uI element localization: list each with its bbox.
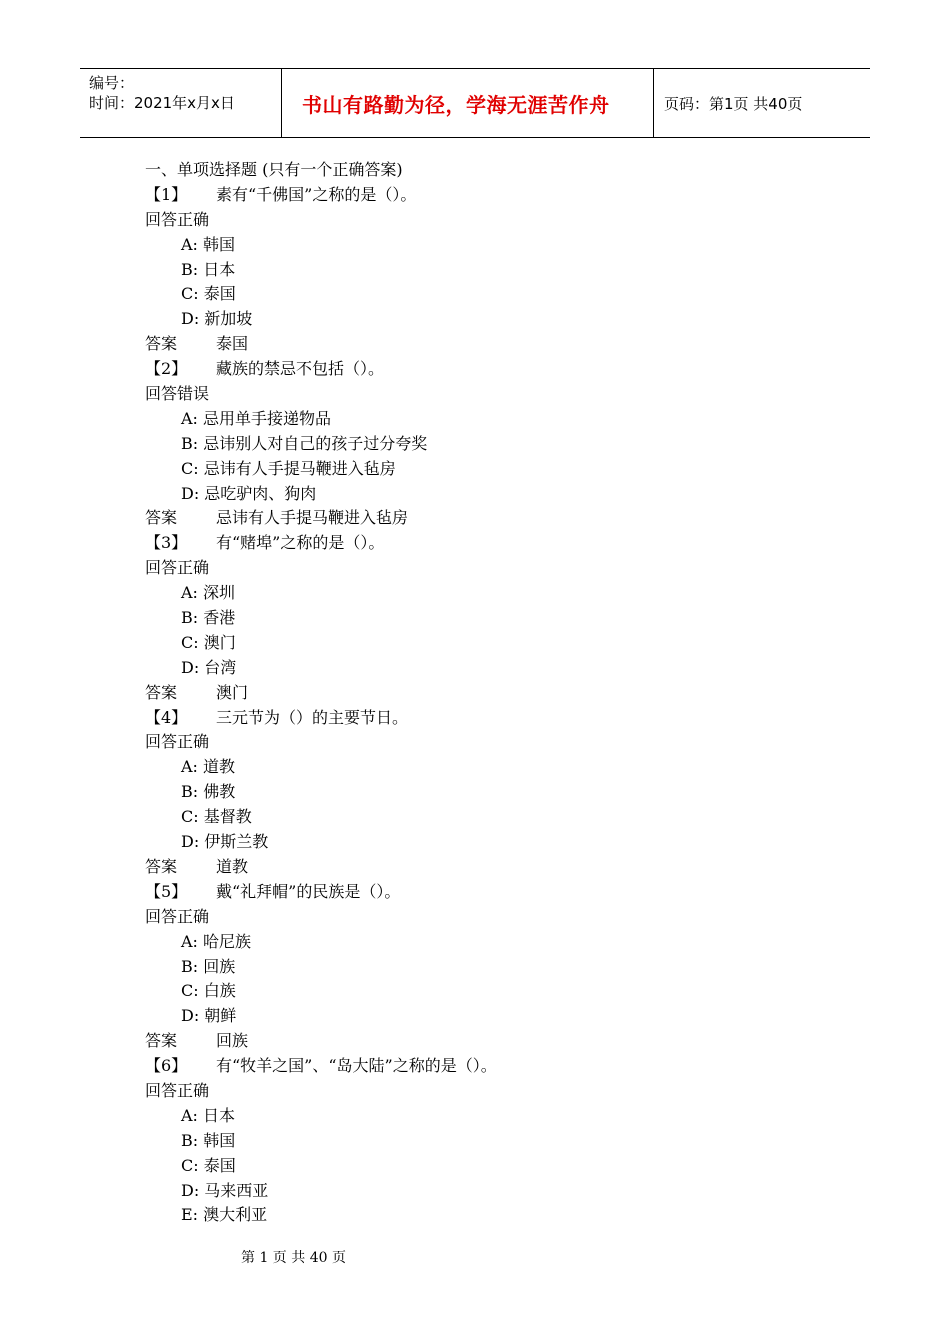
answer-value: 道教 <box>216 856 249 876</box>
question-text: 戴“礼拜帽”的民族是（）。 <box>216 881 401 901</box>
question-number: 【6】 <box>145 1056 188 1076</box>
answer-label: 答案 <box>145 682 178 702</box>
answer-result: 回答正确 <box>145 209 210 229</box>
option-item: B: 忌讳别人对自己的孩子过分夸奖 <box>181 433 428 453</box>
option-item: A: 深圳 <box>181 583 236 603</box>
section-title: 一、单项选择题 (只有一个正确答案) <box>145 160 403 179</box>
answer-line <box>145 332 497 357</box>
answer-label: 答案 <box>145 508 178 528</box>
option-item: C: 忌讳有人手提马鞭进入毡房 <box>181 458 396 478</box>
page-label: 页码：第1页 共40页 <box>664 94 803 113</box>
question-text: 三元节为（）的主要节日。 <box>216 707 409 727</box>
option-item: C: 基督教 <box>181 807 252 827</box>
option-item: A: 哈尼族 <box>181 931 252 951</box>
answer-value: 澳门 <box>216 682 249 702</box>
question-line <box>145 880 497 905</box>
option-item: C: 泰国 <box>181 1155 236 1175</box>
option-item: B: 佛教 <box>181 782 236 802</box>
question-line <box>145 357 497 382</box>
answer-line <box>145 855 497 880</box>
header-page-cell <box>654 69 870 137</box>
option-item: B: 韩国 <box>181 1130 236 1150</box>
document-body <box>145 158 497 1228</box>
question-text: 有“赌埠”之称的是（）。 <box>216 533 385 553</box>
answer-result: 回答错误 <box>145 384 210 404</box>
header-meta <box>80 69 282 137</box>
answer-label: 答案 <box>145 334 178 354</box>
question-number: 【3】 <box>145 533 188 553</box>
option-item: D: 朝鲜 <box>181 1006 237 1026</box>
question-text: 素有“千佛国”之称的是（）。 <box>216 184 417 204</box>
option-item: C: 澳门 <box>181 632 236 652</box>
answer-label: 答案 <box>145 1031 178 1051</box>
answer-line <box>145 681 497 706</box>
answer-value: 回族 <box>216 1031 249 1051</box>
question-number: 【4】 <box>145 707 188 727</box>
answer-value: 忌讳有人手提马鞭进入毡房 <box>216 508 409 528</box>
answer-result: 回答正确 <box>145 732 210 752</box>
option-item: A: 道教 <box>181 757 236 777</box>
option-item: D: 伊斯兰教 <box>181 832 269 852</box>
question-line <box>145 183 497 208</box>
question-line <box>145 531 497 556</box>
option-item: B: 回族 <box>181 956 236 976</box>
header-motto-cell <box>282 69 654 137</box>
motto: 书山有路勤为径，学海无涯苦作舟 <box>302 92 610 117</box>
question-text: 藏族的禁忌不包括（）。 <box>216 359 385 379</box>
question-number: 【5】 <box>145 881 188 901</box>
option-item: D: 新加坡 <box>181 309 253 329</box>
option-item: C: 泰国 <box>181 284 236 304</box>
answer-line <box>145 506 497 531</box>
option-item: B: 日本 <box>181 259 236 279</box>
page-footer: 第 1 页 共 40 页 <box>241 1250 346 1266</box>
answer-result: 回答正确 <box>145 558 210 578</box>
answer-result: 回答正确 <box>145 906 210 926</box>
page-header <box>80 68 870 138</box>
answer-value: 泰国 <box>216 334 249 354</box>
answer-label: 答案 <box>145 856 178 876</box>
question-text: 有“牧羊之国”、“岛大陆”之称的是（）。 <box>216 1056 497 1076</box>
number-label: 编号： <box>89 74 135 92</box>
option-item: D: 马来西亚 <box>181 1180 269 1200</box>
time-label: 时间：2021年x月x日 <box>89 94 235 112</box>
option-item: A: 日本 <box>181 1105 236 1125</box>
option-item: D: 忌吃驴肉、狗肉 <box>181 483 317 503</box>
question-number: 【2】 <box>145 359 188 379</box>
option-item: B: 香港 <box>181 608 236 628</box>
option-item: D: 台湾 <box>181 657 237 677</box>
option-item: A: 韩国 <box>181 234 236 254</box>
answer-line <box>145 1029 497 1054</box>
question-line <box>145 1054 497 1079</box>
question-number: 【1】 <box>145 184 188 204</box>
answer-result: 回答正确 <box>145 1080 210 1100</box>
option-item: A: 忌用单手接递物品 <box>181 408 332 428</box>
question-line <box>145 706 497 731</box>
option-item: E: 澳大利亚 <box>181 1205 268 1225</box>
option-item: C: 白族 <box>181 981 236 1001</box>
